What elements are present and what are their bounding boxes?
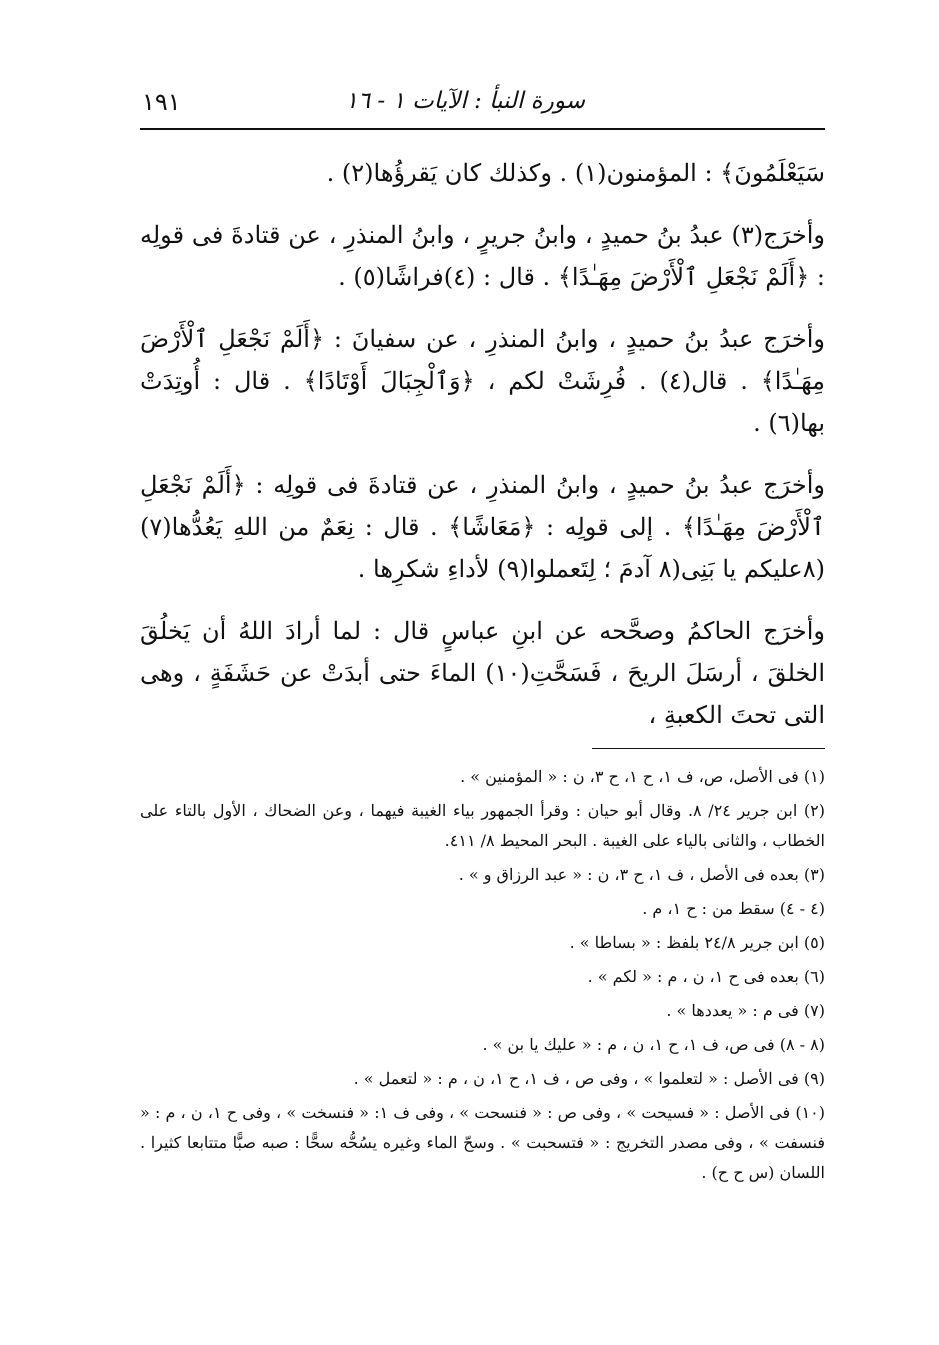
footnote: (٤ - ٤) سقط من : ح ١، م . [642,899,825,918]
footnote: (٥) ابن جرير ٢٤/٨ بلفظ : « بساطا » . [569,933,825,952]
footnote: (٨ - ٨) فى ص، ف ١، ح ١، ن ، م : « عليك يا بن » . [482,1035,825,1054]
paragraph: وأخرَج عبدُ بنُ حميدٍ ، وابنُ المنذرِ ، عن قتادةَ فى قولِه : ﴿أَلَمْ نَجْعَلِ ٱلْأَرْضَ مِهَـٰدًا﴾ . إلى قولِه : ﴿مَعَاشًا﴾ . قال : نِعَمٌ من اللهِ يَعُدُّها(٧) (٨عليكم يا بَنِى(٨ آدمَ ؛ لِتَعملوا(٩) لأداءِ شكرِها . [140,471,825,583]
main-text [140,152,825,756]
running-title: سورة النبأ : الآيات ١ - ١٦ [345,88,585,114]
page-number: ١٩١ [142,88,181,116]
footnote: (٢) ابن جرير ٢٤/ ٨. وقال أبو حيان : وقرأ الجمهور بياء الغيبة فيهما ، وعن الضحاك ، الأول بالتاء على الخطاب ، والثانى بالياء على الغيبة . البحر المحيط ٨/ ٤١١. [140,801,825,850]
paragraph: وأخرَج الحاكمُ وصحَّحه عن ابنِ عباسٍ قال : لما أرادَ اللهُ أن يَخلُقَ الخلقَ ، أرسَلَ الريحَ ، فَسَحَّتِ(١٠) الماءَ حتى أبدَتْ عن حَشَفَةٍ ، وهى التى تحتَ الكعبةِ ، [140,617,825,729]
page-header [140,84,825,124]
header-rule [140,128,825,130]
footnote: (٩) فى الأصل : « لتعلموا » ، وفى ص ، ف ١، ح ١، ن ، م : « لتعمل » . [353,1069,825,1088]
footnote: (٧) فى م : « يعددها » . [666,1001,825,1020]
paragraph: سَيَعْلَمُونَ﴾ : المؤمنون(١) . وكذلك كان يَقرؤُها(٢) . [326,159,825,187]
footnote: (١) فى الأصل، ص، ف ١، ح ١، ح ٣، ن : « المؤمنين » . [460,767,825,786]
footnote: (٦) بعده فى ح ١، ن ، م : « لكم » . [587,967,825,986]
paragraph: وأخرَج عبدُ بنُ حميدٍ ، وابنُ المنذرِ ، عن سفيانَ : ﴿أَلَمْ نَجْعَلِ ٱلْأَرْضَ مِهَـٰدًا﴾ . قال(٤) . فُرِشَتْ لكم ، ﴿وَٱلْجِبَالَ أَوْتَادًا﴾ . قال : أُوتِدَتْ بها(٦) . [140,325,826,437]
paragraph: وأخرَج(٣) عبدُ بنُ حميدٍ ، وابنُ جريرٍ ، وابنُ المنذرِ ، عن قتادةَ فى قولِه : ﴿أَلَمْ نَجْعَلِ ٱلْأَرْضَ مِهَـٰدًا﴾ . قال : (٤)فراشًا(٥) . [140,221,825,291]
footnotes [140,762,825,1192]
footnote: (٣) بعده فى الأصل ، ف ١، ح ٣، ن : « عبد الرزاق و » . [458,865,825,884]
footnote: (١٠) فى الأصل : « فسيحت » ، وفى ص : « فنسحت » ، وفى ف ١: « فنسخت » ، وفى ح ١، ن ، م : « فنسفت » ، وفى مصدر التخريج : « فتسحبت » . وسحّ الماء وغيره يسُحُّه سحًّا : صبه صبًّا متتابعا كثيرا . اللسان (س ح ح) . [140,1103,826,1182]
footnote-separator [592,748,825,749]
